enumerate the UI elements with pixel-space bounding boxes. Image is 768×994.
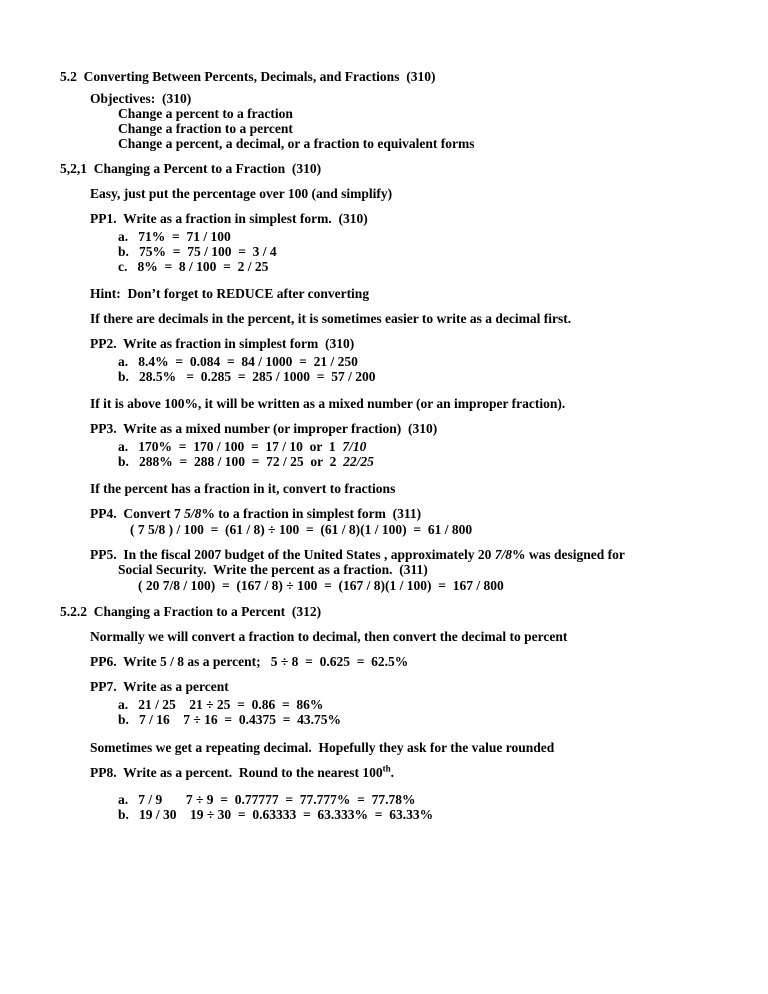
doc-line — [0, 244, 768, 259]
doc-line — [0, 697, 768, 712]
text-segment: Objectives: (310) — [90, 91, 192, 106]
text-segment: . — [390, 765, 394, 780]
text-segment: PP1. Write as a fraction in simplest form. (310) — [90, 211, 368, 226]
text-segment: ( 20 7/8 / 100) = (167 / 8) ÷ 100 = (167 / 8)(1 / 100) = 167 / 800 — [138, 578, 504, 593]
text-segment: If there are decimals in the percent, it is sometimes easier to write as a decimal first. — [90, 311, 572, 326]
italic-fraction: 5/8 — [184, 506, 202, 521]
doc-line — [0, 421, 768, 436]
text-segment: If the percent has a fraction in it, convert to fractions — [90, 481, 396, 496]
text-segment: b. 288% = 288 / 100 = 72 / 25 or 2 — [118, 454, 344, 469]
doc-line — [0, 336, 768, 351]
text-segment: a. 170% = 170 / 100 = 17 / 10 or 1 — [118, 439, 343, 454]
doc-line — [0, 807, 768, 822]
doc-line — [0, 91, 768, 106]
doc-line — [0, 311, 768, 326]
doc-line — [0, 229, 768, 244]
doc-line — [0, 740, 768, 755]
text-segment: Change a percent to a fraction — [118, 106, 293, 121]
doc-line — [0, 578, 768, 593]
text-segment: Hint: Don’t forget to REDUCE after converting — [90, 286, 370, 301]
text-segment: PP4. Convert 7 — [90, 506, 185, 521]
italic-fraction: 7/8 — [494, 547, 513, 562]
doc-line — [0, 121, 768, 136]
doc-line — [0, 69, 768, 84]
text-segment: % to a fraction in simplest form (311) — [201, 506, 422, 521]
text-segment: a. 71% = 71 / 100 — [118, 229, 231, 244]
text-segment: ( 7 5/8 ) / 100 = (61 / 8) ÷ 100 = (61 / 8)(1 / 100) = 61 / 800 — [130, 522, 473, 537]
doc-line — [0, 369, 768, 384]
text-segment: Normally we will convert a fraction to decimal, then convert the decimal to percent — [90, 629, 568, 644]
text-segment: a. 8.4% = 0.084 = 84 / 1000 = 21 / 250 — [118, 354, 358, 369]
doc-line — [0, 439, 768, 454]
text-segment: PP3. Write as a mixed number (or improper fraction) (310) — [90, 421, 438, 436]
text-segment: If it is above 100%, it will be written as a mixed number (or an improper fraction). — [90, 396, 566, 411]
text-segment: c. 8% = 8 / 100 = 2 / 25 — [118, 259, 269, 274]
text-segment: b. 7 / 16 7 ÷ 16 = 0.4375 = 43.75% — [118, 712, 342, 727]
doc-line — [0, 765, 768, 780]
text-segment: PP6. Write 5 / 8 as a percent; 5 ÷ 8 = 0.625 = 62.5% — [90, 654, 409, 669]
doc-line — [0, 679, 768, 694]
text-segment: Change a fraction to a percent — [118, 121, 293, 136]
document-content — [0, 69, 768, 822]
text-segment: b. 19 / 30 19 ÷ 30 = 0.63333 = 63.333% = 63.33% — [118, 807, 434, 822]
doc-line — [0, 562, 768, 577]
doc-line — [0, 604, 768, 619]
text-segment: PP7. Write as a percent — [90, 679, 229, 694]
doc-line — [0, 354, 768, 369]
doc-line — [0, 522, 768, 537]
doc-line — [0, 396, 768, 411]
text-segment: 5,2,1 Changing a Percent to a Fraction (310) — [60, 161, 322, 176]
superscript-text: th — [382, 763, 391, 774]
doc-line — [0, 454, 768, 469]
text-segment: b. 28.5% = 0.285 = 285 / 1000 = 57 / 200 — [118, 369, 376, 384]
doc-line — [0, 136, 768, 151]
italic-fraction: 22/25 — [343, 454, 374, 469]
doc-line — [0, 211, 768, 226]
text-segment: a. 7 / 9 7 ÷ 9 = 0.77777 = 77.777% = 77.78% — [118, 792, 416, 807]
doc-line — [0, 629, 768, 644]
text-segment: Change a percent, a decimal, or a fraction to equivalent forms — [118, 136, 475, 151]
text-segment: PP8. Write as a percent. Round to the nearest 100 — [90, 765, 383, 780]
doc-line — [0, 506, 768, 521]
doc-line — [0, 654, 768, 669]
text-segment: % was designed for — [512, 547, 625, 562]
doc-line — [0, 161, 768, 176]
doc-line — [0, 792, 768, 807]
doc-line — [0, 481, 768, 496]
text-segment: 5.2.2 Changing a Fraction to a Percent (312) — [60, 604, 322, 619]
text-segment: Sometimes we get a repeating decimal. Hopefully they ask for the value rounded — [90, 740, 555, 755]
text-segment: Social Security. Write the percent as a fraction. (311) — [118, 562, 428, 577]
text-segment: b. 75% = 75 / 100 = 3 / 4 — [118, 244, 277, 259]
italic-fraction: 7/10 — [342, 439, 367, 454]
doc-line — [0, 286, 768, 301]
text-segment: Easy, just put the percentage over 100 (and simplify) — [90, 186, 393, 201]
doc-line — [0, 106, 768, 121]
doc-line — [0, 712, 768, 727]
text-segment: 5.2 Converting Between Percents, Decimals, and Fractions (310) — [60, 69, 436, 84]
doc-line — [0, 186, 768, 201]
doc-line — [0, 547, 768, 562]
text-segment: a. 21 / 25 21 ÷ 25 = 0.86 = 86% — [118, 697, 324, 712]
text-segment: PP2. Write as fraction in simplest form (310) — [90, 336, 355, 351]
text-segment: PP5. In the fiscal 2007 budget of the United States , approximately 20 — [90, 547, 495, 562]
doc-line — [0, 259, 768, 274]
